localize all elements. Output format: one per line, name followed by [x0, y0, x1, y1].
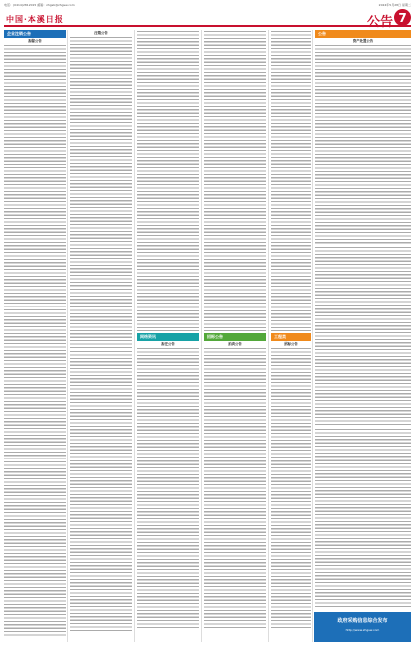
text-block	[204, 348, 266, 628]
column-5	[271, 30, 311, 630]
column-1	[4, 30, 66, 638]
footer-ad-url: http://www.zhgsw.com	[345, 628, 380, 632]
text-block	[4, 167, 66, 307]
text-block	[271, 348, 311, 628]
column-2-notice-title: 注销公告	[94, 31, 108, 35]
text-block	[137, 31, 199, 331]
column-1-band: 企业注销公告	[4, 30, 66, 38]
text-block	[70, 37, 132, 287]
column-divider	[134, 30, 135, 642]
column-3	[137, 30, 199, 630]
text-block	[70, 289, 132, 349]
text-block	[315, 45, 411, 245]
top-left-info: 电话：(0414)2812015 邮箱：zhgsb@zhgsw.com	[4, 3, 75, 7]
column-6	[315, 30, 411, 611]
text-block	[4, 309, 66, 459]
text-block	[137, 348, 199, 628]
column-4-band: 招标公告	[204, 333, 266, 341]
text-block	[271, 31, 311, 331]
column-divider	[67, 30, 68, 642]
column-2	[70, 30, 132, 633]
column-3-band: 网络资讯	[137, 333, 199, 341]
column-3-notice-title: 拆迁公告	[161, 342, 175, 346]
column-5-band: 工程类	[271, 333, 311, 341]
column-divider	[312, 30, 313, 642]
text-block	[4, 45, 66, 165]
newspaper-logo: 中国·本溪日报	[6, 14, 64, 24]
footer-ad-title: 政府采购信息综合发布	[337, 618, 388, 624]
column-4-notice-title: 拍卖公告	[228, 342, 242, 346]
column-1-notice-title: 拆除公告	[28, 39, 42, 43]
column-6-band: 公告	[315, 30, 411, 38]
footer-advertisement[interactable]	[314, 612, 411, 642]
page-number-badge: 7	[394, 9, 411, 26]
text-block	[315, 429, 411, 609]
text-block	[315, 247, 411, 427]
top-info-bar	[4, 3, 411, 10]
text-block	[4, 461, 66, 636]
column-6-notice-title: 资产处置公告	[352, 39, 374, 43]
text-block	[70, 351, 132, 631]
top-right-info: 2024年5月28日 星期二	[378, 3, 411, 7]
text-block	[204, 31, 266, 331]
column-4	[204, 30, 266, 630]
column-5-notice-title: 招标公告	[284, 342, 298, 346]
masthead	[4, 10, 411, 30]
column-divider	[201, 30, 202, 642]
section-title: 公告	[366, 15, 393, 30]
column-divider	[268, 30, 269, 642]
